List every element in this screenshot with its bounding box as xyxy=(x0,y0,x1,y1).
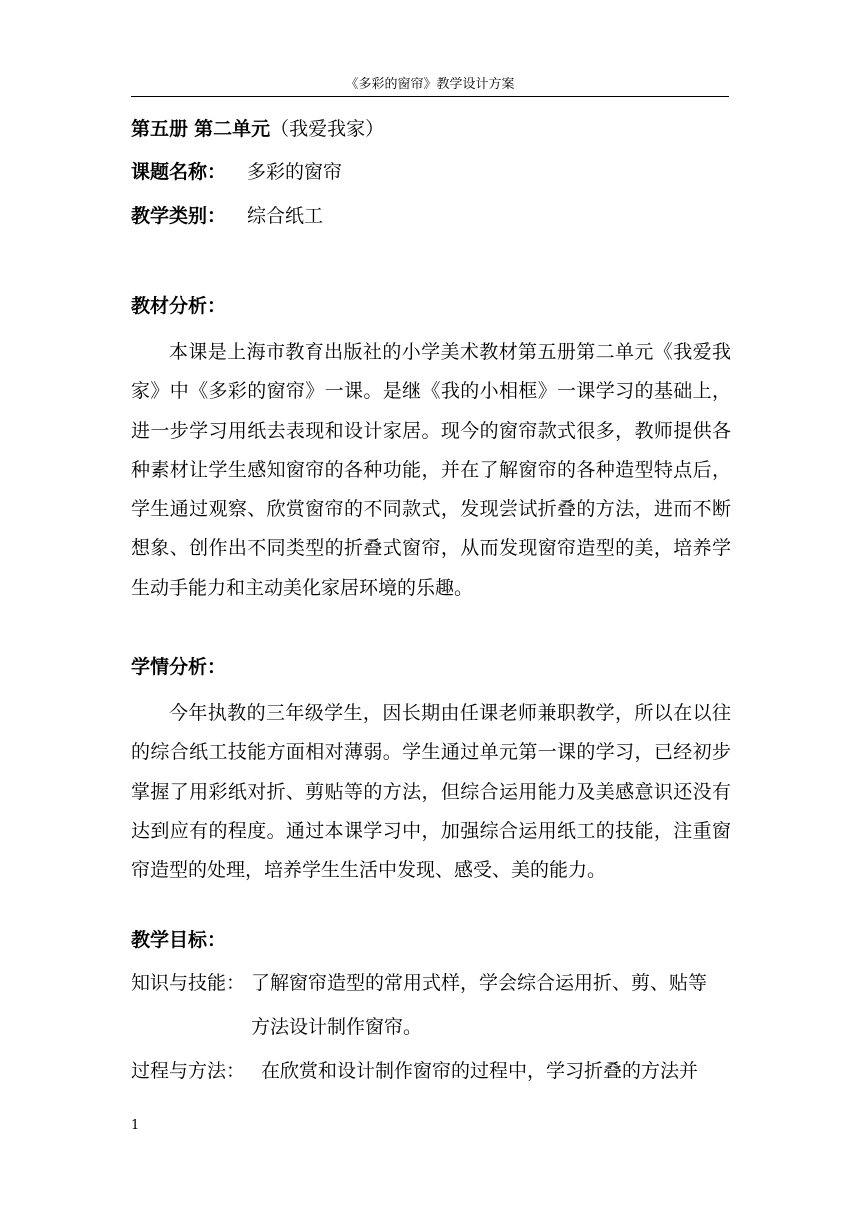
page-number: 1 xyxy=(131,1118,140,1133)
course-name-line xyxy=(131,159,342,185)
knowledge-text-1: 了解窗帘造型的常用式样，学会综合运用折、剪、贴等 xyxy=(251,972,708,994)
unit-theme: （我爱我家） xyxy=(270,118,385,140)
course-name-value: 多彩的窗帘 xyxy=(247,161,343,183)
knowledge-line xyxy=(131,970,707,996)
process-text-1: 在欣赏和设计制作窗帘的过程中，学习折叠的方法并 xyxy=(261,1060,699,1082)
unit-line xyxy=(131,116,384,142)
course-type-line xyxy=(131,203,323,229)
student-analysis-text: 今年执教的三年级学生，因长期由任课老师兼职教学，所以在以往的综合纸工技能方面相对薄弱。学生通过单元第一课的学习，已经初步掌握了用彩纸对折、剪贴等的方法，但综合运用能力及美感意识还没有达到应有的程度。通过本课学习中，加强综合运用纸工的技能，注重窗帘造型的处理，培养学生生活中发现、感受、美的能力。 xyxy=(131,702,731,882)
header-rule xyxy=(131,96,729,97)
course-name-label: 课题名称： xyxy=(131,161,227,183)
material-analysis-heading: 教材分析： xyxy=(131,295,227,317)
knowledge-continuation: 方法设计制作窗帘。 xyxy=(251,1016,423,1038)
material-analysis-text: 本课是上海市教育出版社的小学美术教材第五册第二单元《我爱我家》中《多彩的窗帘》一课。是继《我的小相框》一课学习的基础上，进一步学习用纸去表现和设计家居。现今的窗帘款式很多，教师提供各种素材让学生感知窗帘的各种功能，并在了解窗帘的各种造型特点后，学生通过观察、欣赏窗帘的不同款式，发现尝试折叠的方法，进而不断想象、创作出不同类型的折叠式窗帘，从而发现窗帘造型的美，培养学生动手能力和主动美化家居环境的乐趣。 xyxy=(131,341,731,599)
knowledge-label: 知识与技能： xyxy=(131,972,246,994)
running-header: 《多彩的窗帘》教学设计方案 xyxy=(345,77,515,92)
book-label: 第五册 xyxy=(131,118,189,140)
course-type-label: 教学类别： xyxy=(131,205,227,227)
course-type-value: 综合纸工 xyxy=(247,205,324,227)
objectives-heading: 教学目标： xyxy=(131,929,227,951)
unit-label: 第二单元 xyxy=(194,118,271,140)
process-line xyxy=(131,1058,698,1084)
process-label: 过程与方法： xyxy=(131,1060,246,1082)
student-analysis-heading: 学情分析： xyxy=(131,656,227,678)
